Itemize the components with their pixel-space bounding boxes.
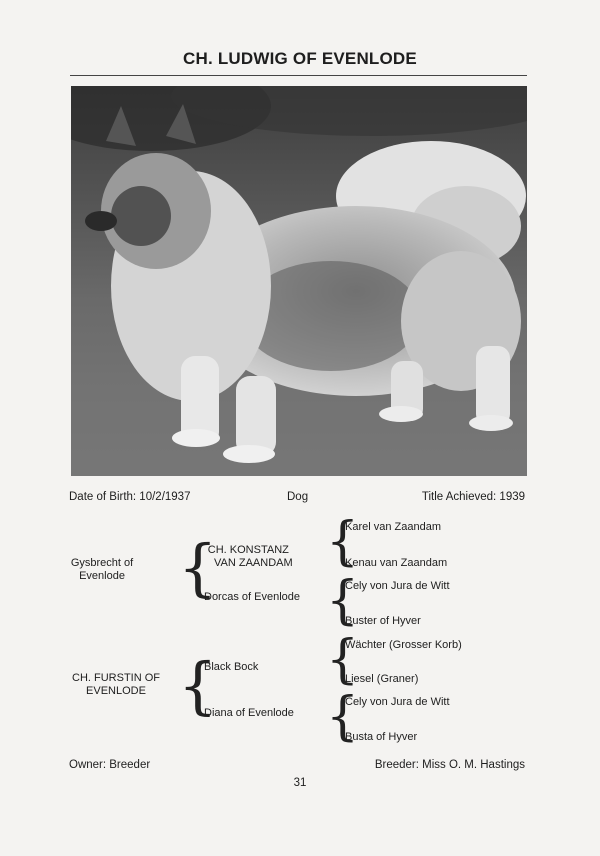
brace-icon: { <box>178 649 218 722</box>
pedigree-sire-line2: Evenlode <box>79 570 125 582</box>
brace-icon: { <box>326 687 360 747</box>
pedigree-ggd2: Buster of Hyver <box>345 615 421 627</box>
pedigree-granddam: Dorcas of Evenlode <box>204 591 300 603</box>
breeder-label: Breeder: Miss O. M. Hastings <box>374 759 525 771</box>
pedigree-sire <box>69 557 135 583</box>
date-of-birth: Date of Birth: 10/2/1937 <box>69 491 191 503</box>
page-title: CH. LUDWIG OF EVENLODE <box>183 49 417 68</box>
brace-icon: { <box>326 512 360 572</box>
title-achieved: Title Achieved: 1939 <box>421 491 525 503</box>
pedigree-dam-line2: EVENLODE <box>86 685 146 697</box>
pedigree-ggs3: Wächter (Grosser Korb) <box>345 639 462 651</box>
brace-icon: { <box>326 630 360 690</box>
dog-photograph <box>71 86 527 476</box>
pedigree-ggs1: Karel van Zaandam <box>345 521 441 533</box>
owner-label: Owner: Breeder <box>69 759 151 771</box>
page-number: 31 <box>293 777 307 789</box>
pedigree-ggd4: Busta of Hyver <box>345 731 418 743</box>
pedigree-dam <box>69 672 163 698</box>
pedigree-ggs2: Cely von Jura de Witt <box>345 580 450 592</box>
sex-label: Dog <box>287 491 309 503</box>
title-rule <box>70 75 527 76</box>
brace-icon: { <box>178 531 218 604</box>
pedigree-dam-dam: Diana of Evenlode <box>204 707 294 719</box>
brace-icon: { <box>326 571 360 631</box>
pedigree-dam-line1: CH. FURSTIN OF <box>72 672 160 684</box>
pedigree-sire-line1: Gysbrecht of <box>70 557 134 569</box>
pedigree-ggd1: Kenau van Zaandam <box>345 557 448 569</box>
pedigree-grandsire-line2: VAN ZAANDAM <box>214 557 293 569</box>
pedigree-dam-sire: Black Bock <box>204 661 259 673</box>
pedigree-ggd3: Liesel (Graner) <box>345 673 419 685</box>
pedigree-grandsire <box>204 544 293 570</box>
pedigree-ggs4: Cely von Jura de Witt <box>345 696 450 708</box>
pedigree-grandsire-line1: CH. KONSTANZ <box>207 544 289 556</box>
